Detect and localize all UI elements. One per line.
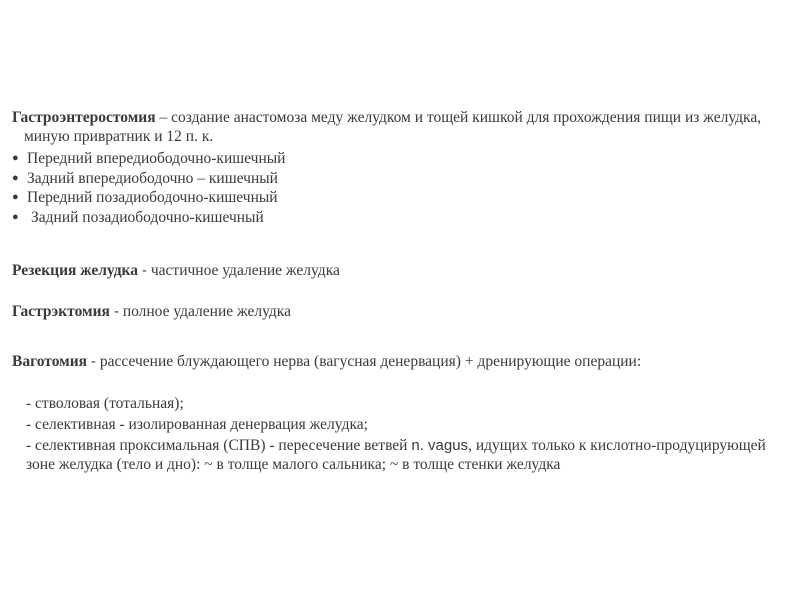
gastrectomy-definition: полное удаление желудка <box>122 303 291 320</box>
bullet-icon: ● <box>12 171 19 184</box>
latin-term: n. vagus <box>411 437 469 454</box>
bullet-icon: ● <box>12 191 19 203</box>
list-item: ● Задний позадиободочно-кишечный <box>12 208 264 226</box>
bullet-icon: ● <box>12 152 19 164</box>
gastroenterostomy-paragraph <box>12 108 794 146</box>
resection-term: Резекция желудка <box>12 262 138 279</box>
list-item: ● Передний впередиободочно-кишечный <box>12 150 286 167</box>
list-item: ● Задний впередиободочно – кишечный <box>12 169 278 187</box>
vagotomy-type-selective: - селективная - изолированная денервация желудка; <box>26 416 368 433</box>
list-item: ● Передний позадиободочно-кишечный <box>12 189 278 206</box>
resection-paragraph: Резекция желудка - частичное удаление желудка <box>12 262 340 279</box>
gastrectomy-paragraph: Гастрэктомия - полное удаление желудка <box>12 303 291 320</box>
resection-definition: частичное удаление желудка <box>150 262 340 279</box>
gastrectomy-term: Гастрэктомия <box>12 303 110 320</box>
vagotomy-paragraph: Ваготомия - рассечение блуждающего нерва (вагусная денервация) + дренирующие операции: <box>12 353 642 370</box>
bullet-icon: ● <box>12 210 19 223</box>
gastroenterostomy-dash: – <box>155 109 172 126</box>
anastomosis-types-list <box>12 149 285 227</box>
vagotomy-type-stem: - стволовая (тотальная); <box>26 395 184 412</box>
gastroenterostomy-term: Гастроэнтеростомия <box>12 109 156 126</box>
gastroenterostomy-definition: создание анастомоза меду желудком и тощей кишкой для прохождения пищи из желудка, миную привратник и 12 п. к. <box>24 109 762 145</box>
vagotomy-term: Ваготомия <box>12 353 88 370</box>
vagotomy-definition: рассечение блуждающего нерва (вагусная денервация) + дренирующие операции: <box>99 353 642 370</box>
vagotomy-type-proximal: - селективная проксимальная (СПВ) - пересечение ветвей n. vagus, идущих только к кислотно-продуцирующей зоне желудка (тело и дно): ~ в толще малого сальника; ~ в толще стенки желудка <box>26 437 766 473</box>
